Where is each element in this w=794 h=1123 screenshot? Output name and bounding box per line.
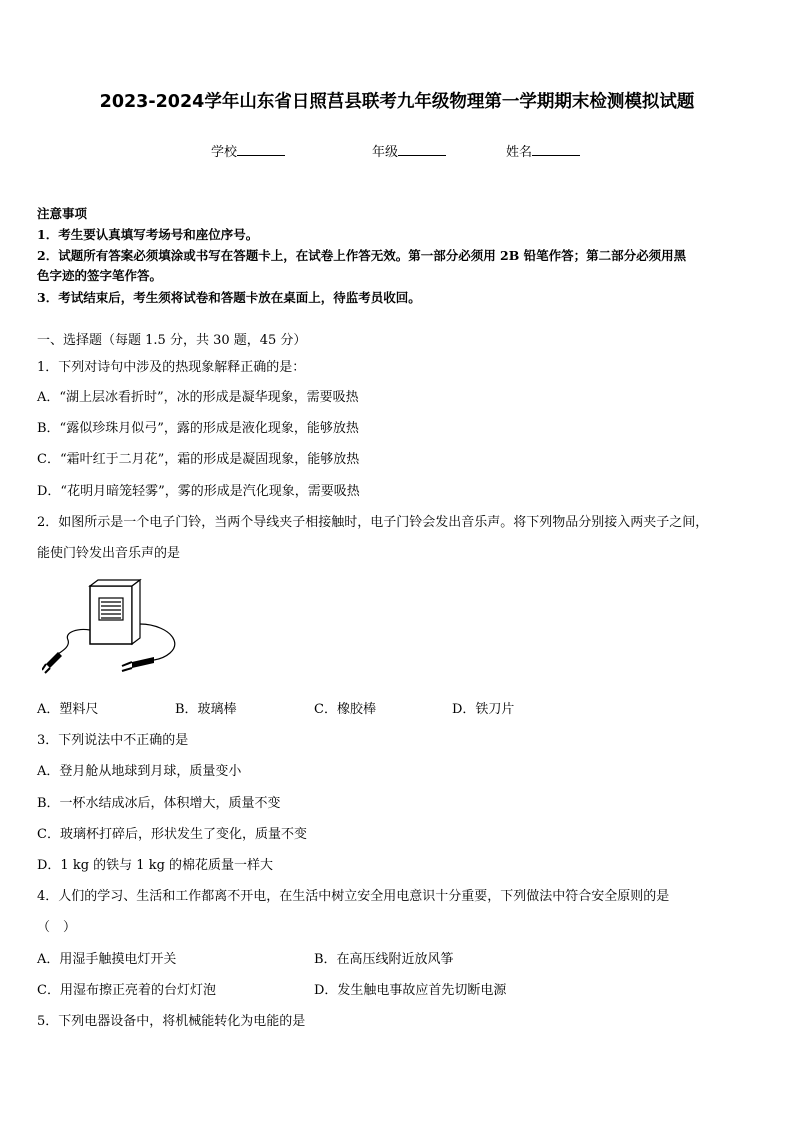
question-1-option-b: B．“露似珍珠月似弓”，露的形成是液化现象，能够放热 [37, 421, 359, 436]
question-3-option-a: A．登月舱从地球到月球，质量变小 [37, 764, 242, 779]
question-4-option-a: A．用湿手触摸电灯开关 [37, 952, 177, 967]
question-1-option-c: C．“霜叶红于二月花”，霜的形成是凝固现象，能够放热 [37, 452, 360, 467]
grade-field [372, 141, 446, 160]
question-2-option-d: D．铁刀片 [452, 702, 515, 717]
notice-item: 3．考试结束后，考生须将试卷和答题卡放在桌面上，待监考员收回。 [37, 290, 421, 305]
left-clip [42, 652, 62, 673]
right-clip [122, 657, 154, 671]
question-2-stem-cont: 能使门铃发出音乐声的是 [37, 546, 181, 561]
question-4-stem-cont: （ ） [37, 920, 77, 935]
section-title: 一、选择题（每题 1.5 分，共 30 题，45 分） [37, 333, 307, 348]
school-label: 学校 [211, 145, 238, 160]
question-3-option-b: B．一杯水结成冰后，体积增大，质量不变 [37, 796, 281, 811]
question-3-stem: 3．下列说法中不正确的是 [37, 733, 189, 748]
question-2-stem: 2．如图所示是一个电子门铃，当两个导线夹子相接触时，电子门铃会发出音乐声。将下列物品分别接入两夹子之间， [37, 515, 709, 530]
question-3-option-d: D．1 kg 的铁与 1 kg 的棉花质量一样大 [37, 858, 274, 873]
question-2-option-c: C．橡胶棒 [314, 702, 376, 717]
doorbell-box-side [132, 580, 140, 644]
notice-item: 2．试题所有答案必须填涂或书写在答题卡上，在试卷上作答无效。第一部分必须用 2B 铅笔作答；第二部分必须用黑 [37, 248, 687, 263]
notice-item: 色字迹的签字笔作答。 [37, 268, 163, 283]
question-4-option-d: D．发生触电事故应首先切断电源 [314, 983, 507, 998]
question-5-stem: 5．下列电器设备中，将机械能转化为电能的是 [37, 1014, 306, 1029]
question-1-option-a: A．“湖上层冰看折时”，冰的形成是凝华现象，需要吸热 [37, 390, 359, 405]
electronic-doorbell-figure [42, 578, 187, 678]
notice-item: 1．考生要认真填写考场号和座位序号。 [37, 227, 259, 242]
question-4-stem: 4．人们的学习、生活和工作都离不开电，在生活中树立安全用电意识十分重要，下列做法中符合安全原则的是 [37, 889, 670, 904]
school-field [211, 141, 285, 160]
question-4-option-b: B．在高压线附近放风筝 [314, 952, 454, 967]
question-3-option-c: C．玻璃杯打碎后，形状发生了变化，质量不变 [37, 827, 307, 842]
grade-label: 年级 [372, 145, 399, 160]
name-field [506, 141, 580, 160]
notice-heading: 注意事项 [37, 206, 88, 221]
question-1-option-d: D．“花明月暗笼轻雾”，雾的形成是汽化现象，需要吸热 [37, 484, 360, 499]
student-info-row [0, 141, 794, 161]
left-wire [58, 629, 90, 654]
school-blank [237, 142, 285, 156]
right-wire [140, 624, 175, 660]
doorbell-illustration [42, 578, 187, 678]
name-label: 姓名 [506, 145, 533, 160]
question-2-option-a: A．塑料尺 [37, 702, 99, 717]
page-title: 2023-2024学年山东省日照莒县联考九年级物理第一学期期末检测模拟试题 [99, 92, 695, 112]
question-1-stem: 1．下列对诗句中涉及的热现象解释正确的是： [37, 360, 306, 375]
speaker-grill [99, 598, 123, 620]
grade-blank [398, 142, 446, 156]
name-blank [532, 142, 580, 156]
question-4-option-c: C．用湿布擦正亮着的台灯灯泡 [37, 983, 216, 998]
question-2-option-b: B．玻璃棒 [175, 702, 237, 717]
